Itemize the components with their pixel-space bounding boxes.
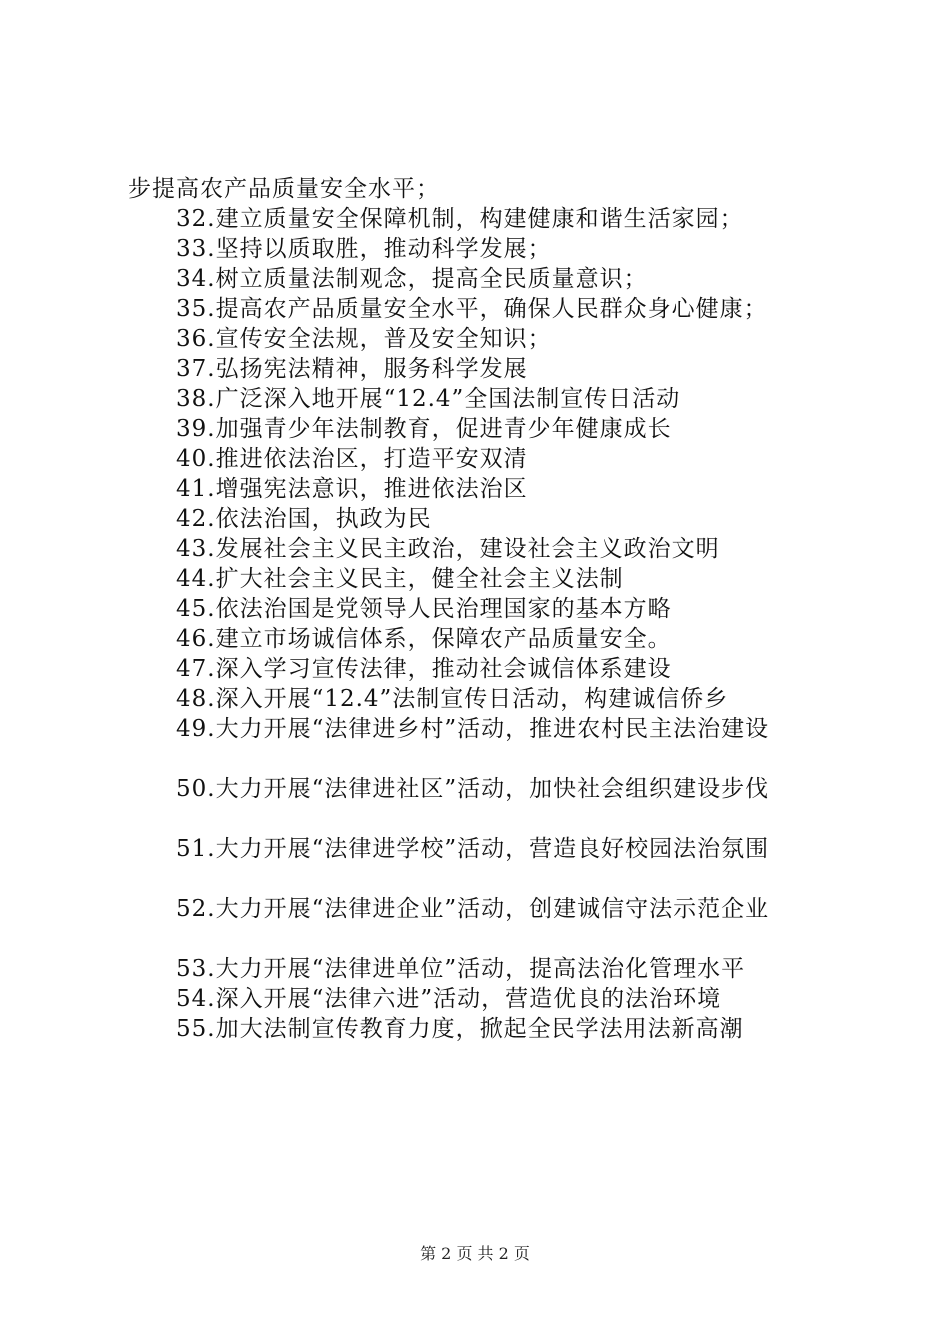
list-item: 34.树立质量法制观念，提高全民质量意识； bbox=[176, 266, 648, 292]
list-item: 35.提高农产品质量安全水平，确保人民群众身心健康； bbox=[176, 296, 768, 322]
list-item: 52.大力开展“法律进企业”活动，创建诚信守法示范企业 bbox=[176, 896, 770, 922]
page-number-footer: 第 2 页 共 2 页 bbox=[420, 1244, 530, 1263]
list-item: 45.依法治国是党领导人民治理国家的基本方略 bbox=[176, 596, 672, 622]
list-item: 40.推进依法治区，打造平安双清 bbox=[176, 446, 528, 472]
list-item: 42.依法治国，执政为民 bbox=[176, 506, 432, 532]
list-item: 39.加强青少年法制教育，促进青少年健康成长 bbox=[176, 416, 672, 442]
list-item: 32.建立质量安全保障机制，构建健康和谐生活家园； bbox=[176, 206, 744, 232]
list-item: 48.深入开展“12.4”法制宣传日活动，构建诚信侨乡 bbox=[176, 686, 729, 712]
list-item: 54.深入开展“法律六进”活动，营造优良的法治环境 bbox=[176, 986, 722, 1012]
list-item: 33.坚持以质取胜，推动科学发展； bbox=[176, 236, 552, 262]
list-item: 44.扩大社会主义民主，健全社会主义法制 bbox=[176, 566, 624, 592]
list-item: 50.大力开展“法律进社区”活动，加快社会组织建设步伐 bbox=[176, 776, 770, 802]
lead-line: 步提高农产品质量安全水平； bbox=[128, 176, 440, 202]
list-item: 49.大力开展“法律进乡村”活动，推进农村民主法治建设 bbox=[176, 716, 770, 742]
list-item: 41.增强宪法意识，推进依法治区 bbox=[176, 476, 528, 502]
list-item: 47.深入学习宣传法律，推动社会诚信体系建设 bbox=[176, 656, 672, 682]
list-item: 55.加大法制宣传教育力度，掀起全民学法用法新高潮 bbox=[176, 1016, 744, 1042]
list-item: 43.发展社会主义民主政治，建设社会主义政治文明 bbox=[176, 536, 720, 562]
list-item: 46.建立市场诚信体系，保障农产品质量安全。 bbox=[176, 626, 672, 652]
list-item: 38.广泛深入地开展“12.4”全国法制宣传日活动 bbox=[176, 386, 681, 412]
list-item: 37.弘扬宪法精神，服务科学发展 bbox=[176, 356, 528, 382]
list-item: 36.宣传安全法规，普及安全知识； bbox=[176, 326, 552, 352]
list-item: 53.大力开展“法律进单位”活动，提高法治化管理水平 bbox=[176, 956, 746, 982]
list-item: 51.大力开展“法律进学校”活动，营造良好校园法治氛围 bbox=[176, 836, 770, 862]
